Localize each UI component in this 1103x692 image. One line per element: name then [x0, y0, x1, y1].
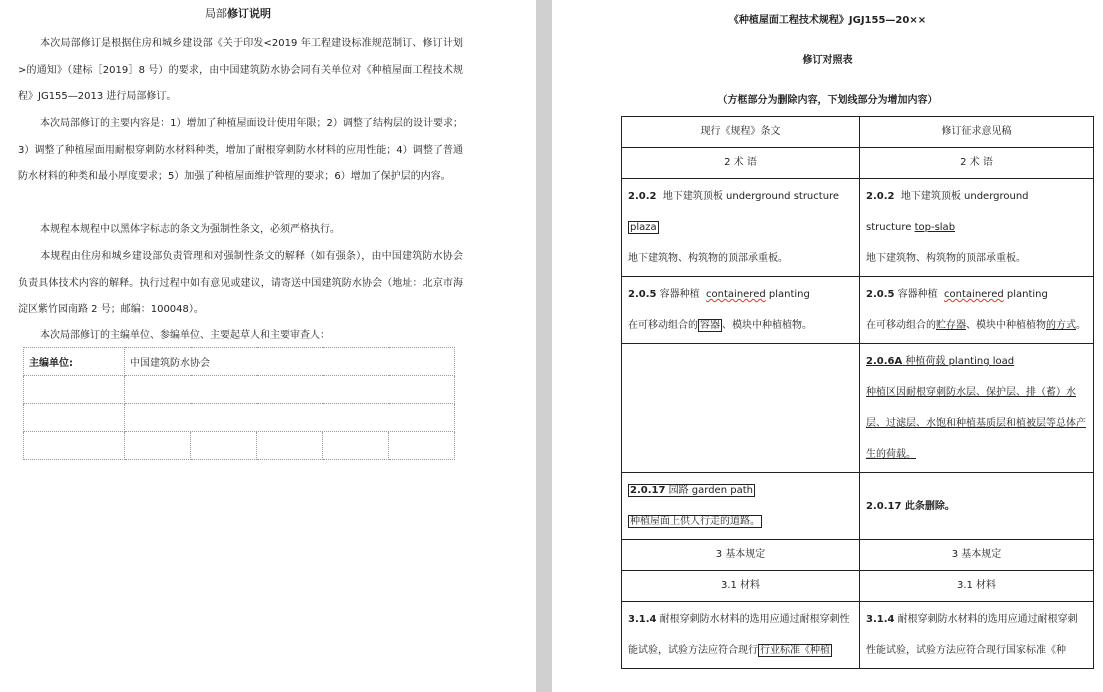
- table-row: [24, 404, 455, 432]
- paragraph-5: [18, 323, 463, 350]
- editor-label: 主编单位:: [24, 348, 125, 376]
- table-cell: [191, 432, 257, 460]
- table-row: [622, 344, 1094, 473]
- revised-clause: [860, 602, 1094, 669]
- clause-number: 2.0.17: [630, 485, 666, 496]
- table-row: [622, 473, 1094, 540]
- table-row: [622, 179, 1094, 277]
- table-row: [622, 571, 1094, 602]
- paragraph-5-text: 本次局部修订的主编单位、参编单位、主要起草人和主要审查人：: [40, 330, 330, 341]
- deleted-text: 行业标准《种植: [760, 645, 830, 656]
- paragraph-1: [18, 31, 463, 111]
- clause-definition: 在可移动组合的: [866, 320, 936, 331]
- clause-number: 2.0.5: [628, 289, 657, 300]
- paragraph-4-text: 本规程由住房和城乡建设部负责管理和对强制性条文的解释（如有强条），由中国建筑防水协会负责具体技术内容的解释。执行过程中如有意见或建议，请寄送中国建筑防水协会（地址：北京市海淀区紫竹园南路 2 号；邮编：100048）。: [18, 251, 463, 316]
- revised-clause: [860, 344, 1094, 473]
- clause-term: 容器种植: [659, 289, 700, 300]
- revised-clause: [860, 277, 1094, 344]
- table-row: [622, 540, 1094, 571]
- revised-clause: [860, 473, 1094, 540]
- revised-clause: [860, 179, 1094, 277]
- table-cell: [257, 432, 323, 460]
- table-row: [24, 348, 455, 376]
- clause-definition: 在可移动组合的: [628, 320, 698, 331]
- clause-term-en: containered: [706, 289, 766, 300]
- clause-term: 地下建筑顶板 underground structure: [662, 191, 840, 202]
- legend-note: （方框部分为删除内容，下划线部分为增加内容）: [717, 95, 938, 106]
- current-clause: [622, 179, 860, 277]
- section-heading: 2 术 语: [622, 148, 860, 179]
- clause-definition: 地下建筑物、构筑物的顶部承重板。: [628, 253, 788, 264]
- comparison-table: [621, 116, 1094, 669]
- deleted-text: 园路 garden path: [668, 485, 753, 496]
- current-clause: [622, 473, 860, 540]
- added-text: 贮存器: [936, 320, 966, 331]
- clause-number: 2.0.6A: [866, 356, 903, 367]
- table-cell: [24, 376, 125, 404]
- right-page: [552, 0, 1103, 692]
- clause-term-en: planting: [768, 289, 810, 300]
- clause-definition: 耐根穿刺防水材料的选用应通过耐根穿刺性能试验，试验方法应符合现行国家标准《种: [866, 614, 1078, 656]
- table-cell: [125, 376, 455, 404]
- paragraph-2-text: 本次局部修订的主要内容是：1）增加了种植屋面设计使用年限；2）调整了结构层的设计要求；3）调整了种植屋面用耐根穿刺防水材料种类，增加了耐根穿刺防水材料的应用性能；4）调整了普通防水材料的种类和最小厚度要求；5）加强了种植屋面维护管理的要求；6）增加了保护层的内容。: [18, 118, 463, 183]
- table-header-row: [622, 117, 1094, 148]
- section-heading: 3 基本规定: [622, 540, 860, 571]
- page-divider: [536, 0, 552, 692]
- header-current: 现行《规程》条文: [622, 117, 860, 148]
- paragraph-2: [18, 111, 463, 191]
- clause-number: 2.0.2: [628, 191, 657, 202]
- deleted-text: 容器: [700, 320, 720, 331]
- table-cell: [125, 404, 455, 432]
- table-row: [24, 432, 455, 460]
- clause-definition: 地下建筑物、构筑物的顶部承重板。: [866, 253, 1026, 264]
- added-text: 的方式: [1046, 320, 1076, 331]
- deleted-text: plaza: [630, 222, 657, 233]
- added-text: top-slab: [914, 222, 956, 233]
- clause-term: 种植荷载 planting load: [905, 356, 1015, 367]
- paragraph-1-text: 本次局部修订是根据住房和城乡建设部《关于印发<2019 年工程建设标准规范制订、修订计划>的通知》（建标［2019］8 号）的要求，由中国建筑防水协会同有关单位对《种植屋面工程技术规程》JG155—2013 进行局部修订。: [18, 38, 463, 103]
- table-cell: [125, 432, 191, 460]
- clause-number: 3.1.4: [628, 614, 657, 625]
- clause-definition: 耐根穿刺防水材料的选用应通过耐根穿刺性能试验，试验方法应符合现行: [628, 614, 850, 656]
- paragraph-4: [18, 244, 463, 324]
- title-part-b: 修订说明: [227, 7, 271, 20]
- clause-definition: 、模块中种植植物: [966, 320, 1046, 331]
- deleted-text: 种植屋面上供人行走的道路。: [630, 516, 760, 527]
- table-cell: [389, 432, 455, 460]
- table-row: [622, 148, 1094, 179]
- table-cell: [24, 432, 125, 460]
- clause-term-en: planting: [1006, 289, 1048, 300]
- clause-number: 2.0.5: [866, 289, 895, 300]
- clause-number: 2.0.2: [866, 191, 895, 202]
- clause-term: 容器种植: [897, 289, 938, 300]
- page-title: [0, 5, 476, 21]
- table-cell: [24, 404, 125, 432]
- section-heading: 3.1 材料: [622, 571, 860, 602]
- table-row: [24, 376, 455, 404]
- paragraph-3-text: 本规程本规程中以黑体字标志的条文为强制性条文，必须严格执行。: [40, 224, 340, 235]
- table-row: [622, 602, 1094, 669]
- clause-term: 地下建筑顶板 underground: [900, 191, 1029, 202]
- table-row: [622, 277, 1094, 344]
- section-heading: 2 术 语: [860, 148, 1094, 179]
- header-revised: 修订征求意见稿: [860, 117, 1094, 148]
- current-clause-empty: [622, 344, 860, 473]
- paragraph-3: [18, 217, 463, 244]
- left-page: [0, 0, 536, 692]
- current-clause: [622, 602, 860, 669]
- editor-table: [23, 347, 455, 460]
- table-caption: 修订对照表: [802, 55, 853, 66]
- clause-term-en: containered: [944, 289, 1004, 300]
- section-heading: 3.1 材料: [860, 571, 1094, 602]
- current-clause: [622, 277, 860, 344]
- clause-term: structure: [866, 222, 912, 233]
- section-heading: 3 基本规定: [860, 540, 1094, 571]
- added-text: 种植区因耐根穿刺防水层、保护层、排（蓄）水层、过滤层、水饱和种植基质层和植被层等总体产生的荷载。: [866, 387, 1086, 460]
- editor-value: 中国建筑防水协会: [125, 348, 455, 376]
- table-cell: [323, 432, 389, 460]
- title-part-a: 局部: [205, 7, 227, 20]
- clause-number: 3.1.4: [866, 614, 895, 625]
- clause-definition: 。: [1076, 320, 1086, 331]
- spec-title: 《种植屋面工程技术规程》JGJ155—20××: [728, 15, 927, 26]
- clause-definition: 、模块中种植植物。: [722, 320, 812, 331]
- clause-deleted-note: 2.0.17 此条删除。: [866, 500, 955, 512]
